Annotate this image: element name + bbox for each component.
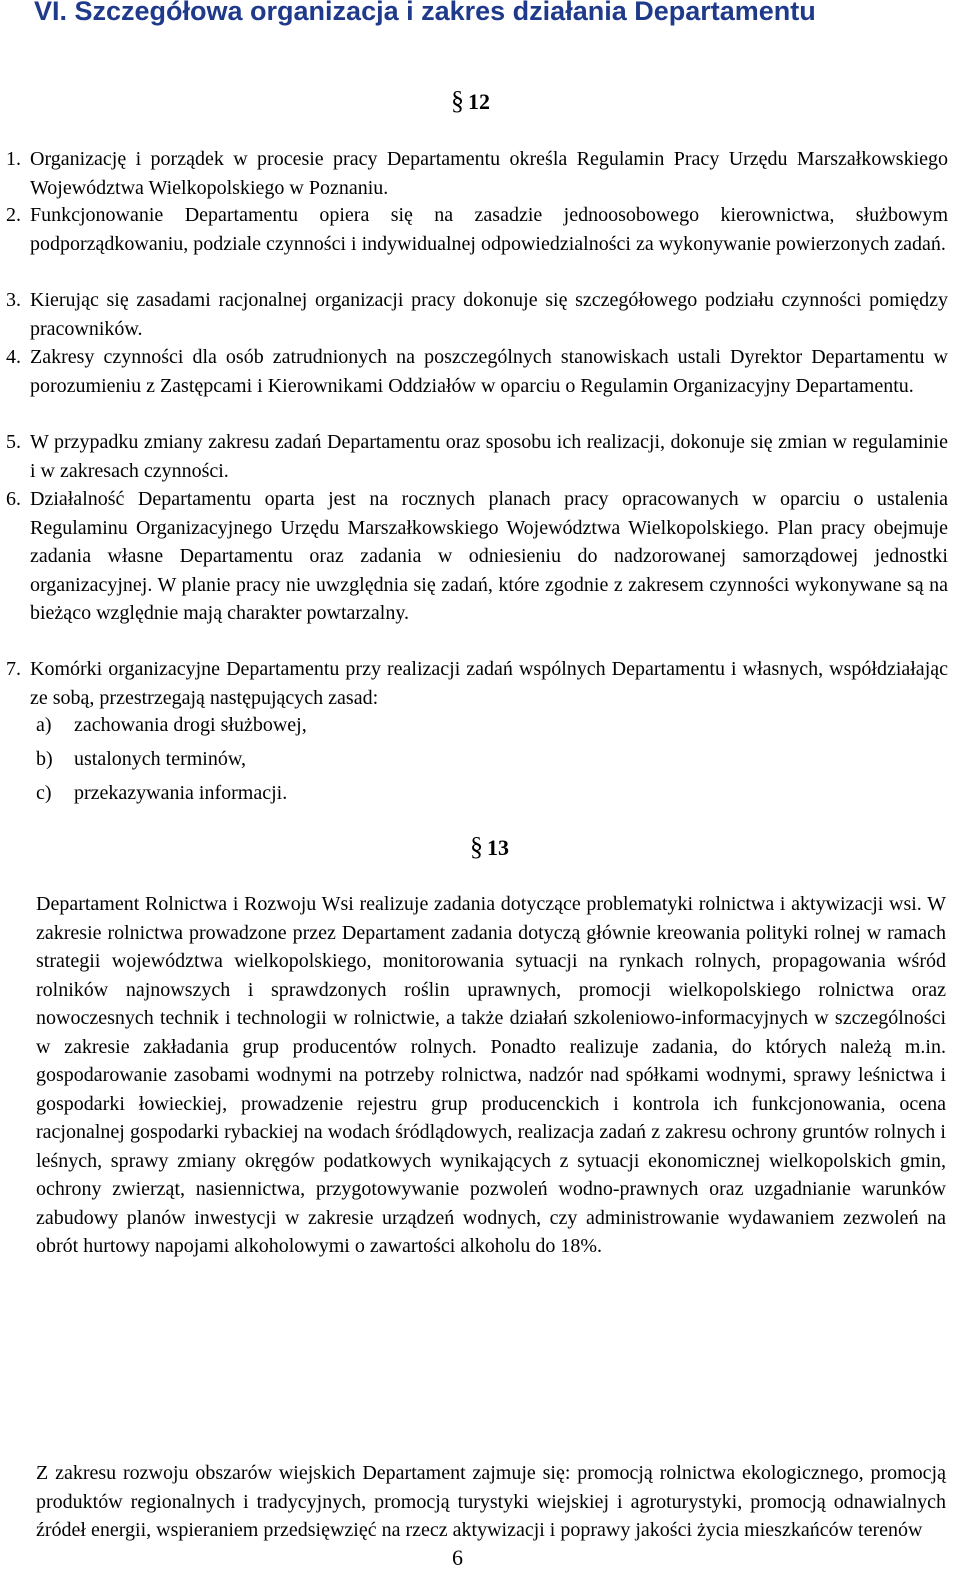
sub-item-letter: b) — [36, 748, 53, 770]
section-number: 12 — [468, 89, 490, 114]
list-item — [0, 485, 948, 628]
sub-list-item — [36, 745, 246, 773]
sub-list-item — [36, 711, 307, 739]
chapter-title: VI. Szczegółowa organizacja i zakres działania Departamentu — [34, 0, 816, 26]
sub-item-text: przekazywania informacji. — [74, 782, 288, 804]
item-number: 4. — [6, 346, 21, 368]
item-number: 3. — [6, 289, 21, 311]
page-number: 6 — [452, 1545, 463, 1570]
section-symbol: § — [470, 832, 483, 861]
item-text: Działalność Departamentu oparta jest na rocznych planach pracy opracowanych w oparciu o ustalenia Regulaminu Organizacyjnego Urzędu Marszałkowskiego Województwa Wielkopolskiego. Plan pracy obejmuje zadania własne Departamentu oraz zadania w odniesieniu do nadzorowanej samorządowej jednostki organizacyjnej. W planie pracy nie uwzględnia się zadań, które zgodnie z zakresem czynności wykonywane są na bieżąco względnie mają charakter powtarzalny. — [30, 488, 948, 624]
item-number: 7. — [6, 658, 21, 680]
list-item — [0, 428, 948, 485]
list-item — [0, 343, 948, 400]
body-paragraph: Z zakresu rozwoju obszarów wiejskich Departament zajmuje się: promocją rolnictwa ekologicznego, promocją produktów regionalnych i tradycyjnych, promocją turystyki wiejskiej i agroturystyki, promocją odnawialnych źródeł energii, wspieraniem przedsięwzięć na rzecz aktywizacji i poprawy jakości życia mieszkańców terenów — [36, 1462, 946, 1541]
list-item — [0, 655, 948, 712]
item-text: Kierując się zasadami racjonalnej organizacji pracy dokonuje się szczegółowego podziału czynności pomiędzy pracowników. — [30, 289, 948, 340]
sub-list-item — [36, 779, 287, 807]
item-number: 1. — [6, 148, 21, 170]
sub-item-text: ustalonych terminów, — [74, 748, 247, 770]
list-item — [0, 286, 948, 343]
item-number: 5. — [6, 431, 21, 453]
item-text: W przypadku zmiany zakresu zadań Departamentu oraz sposobu ich realizacji, dokonuje się zmian w regulaminie i w zakresach czynności. — [30, 431, 948, 482]
item-text: Organizację i porządek w procesie pracy Departamentu określa Regulamin Pracy Urzędu Marszałkowskiego Województwa Wielkopolskiego w Poznaniu. — [30, 148, 948, 199]
list-item — [0, 201, 948, 258]
item-text: Funkcjonowanie Departamentu opiera się na zasadzie jednoosobowego kierownictwa, służbowym podporządkowaniu, podziale czynności i indywidualnej odpowiedzialności za wykonywanie powierzonych zadań. — [30, 204, 948, 255]
body-paragraph: Departament Rolnictwa i Rozwoju Wsi realizuje zadania dotyczące problematyki rolnictwa i aktywizacji wsi. W zakresie rolnictwa prowadzone przez Departament zadania dotyczą głównie kreowania polityki rolnej w ramach strategii województwa wielkopolskiego, monitorowania sytuacji na rynkach rolnych, propagowania wśród rolników najnowszych i sprawdzonych roślin uprawnych, promocji wielkopolskiego rolnictwa oraz nowoczesnych technik i technologii w rolnictwie, a także działań szkoleniowo-informacyjnych w szczególności w zakresie zakładania grup producentów rolnych. Ponadto realizuje zadania, do których należą m.in. gospodarowanie zasobami wodnymi na potrzeby rolnictwa, nadzór nad spółkami wodnymi, sprawy leśnictwa i gospodarki łowieckiej, prowadzenie rejestru grup producenckich i kontrola ich funkcjonowania, ocena racjonalnej gospodarki rybackiej na wodach śródlądowych, realizacja zadań z zakresu ochrony gruntów rolnych i leśnych, sprawy zmiany okręgów podatkowych wynikających z sytuacji ekonomicznej wielkopolskich gmin, ochrony zwierząt, nasiennictwa, przygotowywanie pozwoleń wodno-prawnych oraz uzgadnianie warunków zabudowy planów inwestycji w zakresie urządzeń wodnych, czy administrowanie wydawaniem zezwoleń na obrót hurtowy napojami alkoholowymi o zawartości alkoholu do 18%. — [36, 893, 946, 1257]
section-12-heading — [451, 86, 490, 116]
sub-item-letter: c) — [36, 782, 52, 804]
list-item — [0, 145, 948, 202]
sub-item-text: zachowania drogi służbowej, — [74, 714, 307, 736]
item-text: Komórki organizacyjne Departamentu przy realizacji zadań wspólnych Departamentu i własnych, współdziałając ze sobą, przestrzegają następujących zasad: — [30, 658, 948, 709]
item-text: Zakresy czynności dla osób zatrudnionych na poszczególnych stanowiskach ustali Dyrektor Departamentu w porozumieniu z Zastępcami i Kierownikami Oddziałów w oparciu o Regulamin Organizacyjny Departamentu. — [30, 346, 948, 397]
section-13-heading — [470, 832, 509, 862]
sub-item-letter: a) — [36, 714, 52, 736]
section-number: 13 — [487, 835, 509, 860]
section-symbol: § — [451, 86, 464, 115]
item-number: 6. — [6, 488, 21, 510]
item-number: 2. — [6, 204, 21, 226]
